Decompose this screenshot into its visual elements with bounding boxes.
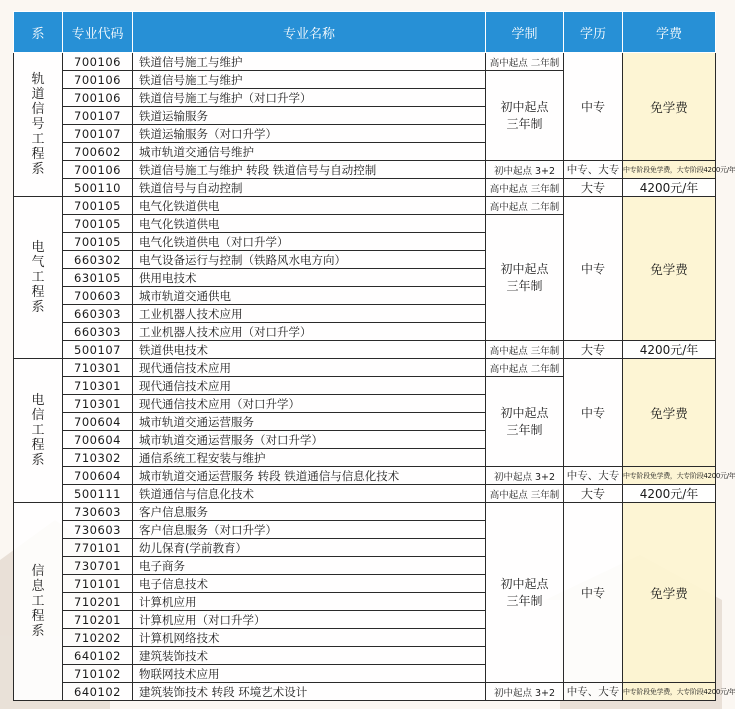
code-cell: 730603 xyxy=(63,521,133,539)
xuezhi-cell: 初中起点 三年制 xyxy=(486,503,564,683)
xueli-cell: 中专 xyxy=(564,53,623,161)
code-cell: 700107 xyxy=(63,107,133,125)
name-cell: 电气化铁道供电 xyxy=(133,215,486,233)
header-dept: 系 xyxy=(14,12,63,53)
code-cell: 700106 xyxy=(63,53,133,71)
code-cell: 500107 xyxy=(63,341,133,359)
table-row xyxy=(14,197,716,215)
name-cell: 客户信息服务 xyxy=(133,503,486,521)
header-xueli: 学历 xyxy=(564,12,623,53)
code-cell: 700604 xyxy=(63,467,133,485)
name-cell: 城市轨道交通运营服务 转段 铁道通信与信息化技术 xyxy=(133,467,486,485)
code-cell: 710201 xyxy=(63,611,133,629)
code-cell: 640102 xyxy=(63,683,133,701)
name-cell: 电子商务 xyxy=(133,557,486,575)
header-xuezhi: 学制 xyxy=(486,12,564,53)
code-cell: 710101 xyxy=(63,575,133,593)
fee-cell: 4200元/年 xyxy=(623,341,716,359)
code-cell: 710301 xyxy=(63,377,133,395)
xuezhi-cell: 高中起点 三年制 xyxy=(486,179,564,197)
code-cell: 730701 xyxy=(63,557,133,575)
fee-cell: 中专阶段免学费，大专阶段4200元/年 xyxy=(623,683,716,701)
code-cell: 700106 xyxy=(63,161,133,179)
header-name: 专业名称 xyxy=(133,12,486,53)
fee-cell: 4200元/年 xyxy=(623,485,716,503)
code-cell: 700105 xyxy=(63,197,133,215)
name-cell: 铁道运输服务（对口升学） xyxy=(133,125,486,143)
code-cell: 700604 xyxy=(63,431,133,449)
name-cell: 城市轨道交通供电 xyxy=(133,287,486,305)
code-cell: 700106 xyxy=(63,71,133,89)
name-cell: 幼儿保育(学前教育） xyxy=(133,539,486,557)
xueli-cell: 中专、大专 xyxy=(564,161,623,179)
name-cell: 建筑装饰技术 转段 环境艺术设计 xyxy=(133,683,486,701)
name-cell: 城市轨道交通运营服务（对口升学） xyxy=(133,431,486,449)
name-cell: 铁道信号施工与维护 转段 铁道信号与自动控制 xyxy=(133,161,486,179)
dept-cell: 电信工程系 xyxy=(14,359,63,503)
code-cell: 630105 xyxy=(63,269,133,287)
xueli-cell: 大专 xyxy=(564,485,623,503)
table-header-row xyxy=(14,12,716,53)
table-row xyxy=(14,485,716,503)
name-cell: 工业机器人技术应用 xyxy=(133,305,486,323)
xuezhi-cell: 高中起点 二年制 xyxy=(486,359,564,377)
table-row xyxy=(14,179,716,197)
code-cell: 710302 xyxy=(63,449,133,467)
xuezhi-cell: 初中起点 3+2 xyxy=(486,161,564,179)
name-cell: 通信系统工程安装与维护 xyxy=(133,449,486,467)
fee-cell: 中专阶段免学费，大专阶段4200元/年 xyxy=(623,467,716,485)
code-cell: 710301 xyxy=(63,359,133,377)
fee-cell: 免学费 xyxy=(623,359,716,467)
code-cell: 700107 xyxy=(63,125,133,143)
xuezhi-cell: 初中起点 三年制 xyxy=(486,71,564,161)
code-cell: 500111 xyxy=(63,485,133,503)
name-cell: 现代通信技术应用 xyxy=(133,359,486,377)
name-cell: 铁道通信与信息化技术 xyxy=(133,485,486,503)
code-cell: 710102 xyxy=(63,665,133,683)
table-row xyxy=(14,467,716,485)
fee-cell: 中专阶段免学费，大专阶段4200元/年 xyxy=(623,161,716,179)
code-cell: 500110 xyxy=(63,179,133,197)
xueli-cell: 大专 xyxy=(564,341,623,359)
code-cell: 700602 xyxy=(63,143,133,161)
table-row xyxy=(14,53,716,71)
xuezhi-cell: 高中起点 二年制 xyxy=(486,197,564,215)
name-cell: 电气设备运行与控制（铁路风水电方向） xyxy=(133,251,486,269)
name-cell: 铁道供电技术 xyxy=(133,341,486,359)
xuezhi-cell: 初中起点 三年制 xyxy=(486,377,564,467)
name-cell: 铁道信号施工与维护 xyxy=(133,71,486,89)
name-cell: 现代通信技术应用 xyxy=(133,377,486,395)
name-cell: 现代通信技术应用（对口升学） xyxy=(133,395,486,413)
xuezhi-cell: 初中起点 三年制 xyxy=(486,215,564,341)
xueli-cell: 中专 xyxy=(564,359,623,467)
code-cell: 700106 xyxy=(63,89,133,107)
table-row xyxy=(14,503,716,521)
code-cell: 700603 xyxy=(63,287,133,305)
xuezhi-cell: 高中起点 二年制 xyxy=(486,53,564,71)
header-fee: 学费 xyxy=(623,12,716,53)
fee-cell: 免学费 xyxy=(623,53,716,161)
xuezhi-cell: 初中起点 3+2 xyxy=(486,683,564,701)
table-row xyxy=(14,341,716,359)
code-cell: 660302 xyxy=(63,251,133,269)
name-cell: 计算机应用（对口升学） xyxy=(133,611,486,629)
name-cell: 电气化铁道供电（对口升学） xyxy=(133,233,486,251)
xueli-cell: 大专 xyxy=(564,179,623,197)
name-cell: 城市轨道交通信号维护 xyxy=(133,143,486,161)
name-cell: 计算机应用 xyxy=(133,593,486,611)
major-table xyxy=(13,11,735,701)
xueli-cell: 中专 xyxy=(564,197,623,341)
table-row xyxy=(14,161,716,179)
code-cell: 710201 xyxy=(63,593,133,611)
name-cell: 铁道信号与自动控制 xyxy=(133,179,486,197)
xueli-cell: 中专、大专 xyxy=(564,683,623,701)
xuezhi-cell: 高中起点 三年制 xyxy=(486,341,564,359)
code-cell: 700604 xyxy=(63,413,133,431)
name-cell: 铁道信号施工与维护（对口升学） xyxy=(133,89,486,107)
code-cell: 730603 xyxy=(63,503,133,521)
code-cell: 660303 xyxy=(63,323,133,341)
name-cell: 铁道运输服务 xyxy=(133,107,486,125)
name-cell: 计算机网络技术 xyxy=(133,629,486,647)
fee-cell: 免学费 xyxy=(623,503,716,683)
table-row xyxy=(14,683,716,701)
code-cell: 700105 xyxy=(63,215,133,233)
xuezhi-cell: 高中起点 三年制 xyxy=(486,485,564,503)
table-row xyxy=(14,359,716,377)
header-code: 专业代码 xyxy=(63,12,133,53)
name-cell: 铁道信号施工与维护 xyxy=(133,53,486,71)
name-cell: 城市轨道交通运营服务 xyxy=(133,413,486,431)
name-cell: 工业机器人技术应用（对口升学） xyxy=(133,323,486,341)
xuezhi-cell: 初中起点 3+2 xyxy=(486,467,564,485)
xueli-cell: 中专 xyxy=(564,503,623,683)
code-cell: 700105 xyxy=(63,233,133,251)
dept-cell: 轨道信号工程系 xyxy=(14,53,63,197)
dept-cell: 电气工程系 xyxy=(14,197,63,359)
name-cell: 建筑装饰技术 xyxy=(133,647,486,665)
fee-cell: 4200元/年 xyxy=(623,179,716,197)
name-cell: 客户信息服务（对口升学） xyxy=(133,521,486,539)
code-cell: 770101 xyxy=(63,539,133,557)
dept-cell: 信息工程系 xyxy=(14,503,63,701)
fee-cell: 免学费 xyxy=(623,197,716,341)
xueli-cell: 中专、大专 xyxy=(564,467,623,485)
code-cell: 640102 xyxy=(63,647,133,665)
code-cell: 710301 xyxy=(63,395,133,413)
code-cell: 710202 xyxy=(63,629,133,647)
name-cell: 供用电技术 xyxy=(133,269,486,287)
name-cell: 电气化铁道供电 xyxy=(133,197,486,215)
name-cell: 电子信息技术 xyxy=(133,575,486,593)
name-cell: 物联网技术应用 xyxy=(133,665,486,683)
code-cell: 660303 xyxy=(63,305,133,323)
